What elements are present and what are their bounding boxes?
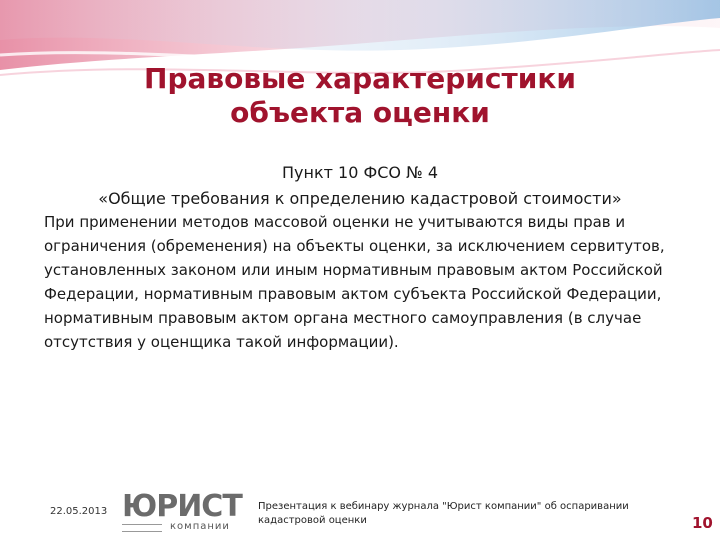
yurist-kompanii-logo <box>120 489 242 534</box>
slide-title-line-2: объекта оценки <box>230 96 490 129</box>
subheading-line-1: Пункт 10 ФСО № 4 <box>281 163 438 182</box>
logo-sub-text: компании <box>170 521 230 532</box>
logo-main-text: ЮРИСТ <box>122 489 242 524</box>
subheading <box>0 160 720 212</box>
footer-note: Презентация к вебинару журнала "Юрист компании" об оспаривании кадастровой оценки <box>258 501 629 526</box>
footer-date: 22.05.2013 <box>50 506 108 517</box>
slide-title-line-1: Правовые характеристики <box>144 62 576 95</box>
body-paragraph: При применении методов массовой оценки не учитываются виды прав и ограничения (обременения) на объекты оценки, за исключением сервитутов, установленных законом или иным нормативным правовым актом Российской Федерации, нормативным правовым актом субъекта Российской Федерации, нормативным правовым актом органа местного самоуправления (в случае отсутствия у оценщика такой информации). <box>44 213 665 351</box>
slide-title <box>0 62 720 130</box>
logo-small-lines <box>122 524 162 532</box>
page-number: 10 <box>692 514 713 532</box>
subheading-line-2: «Общие требования к определению кадастровой стоимости» <box>98 189 622 208</box>
